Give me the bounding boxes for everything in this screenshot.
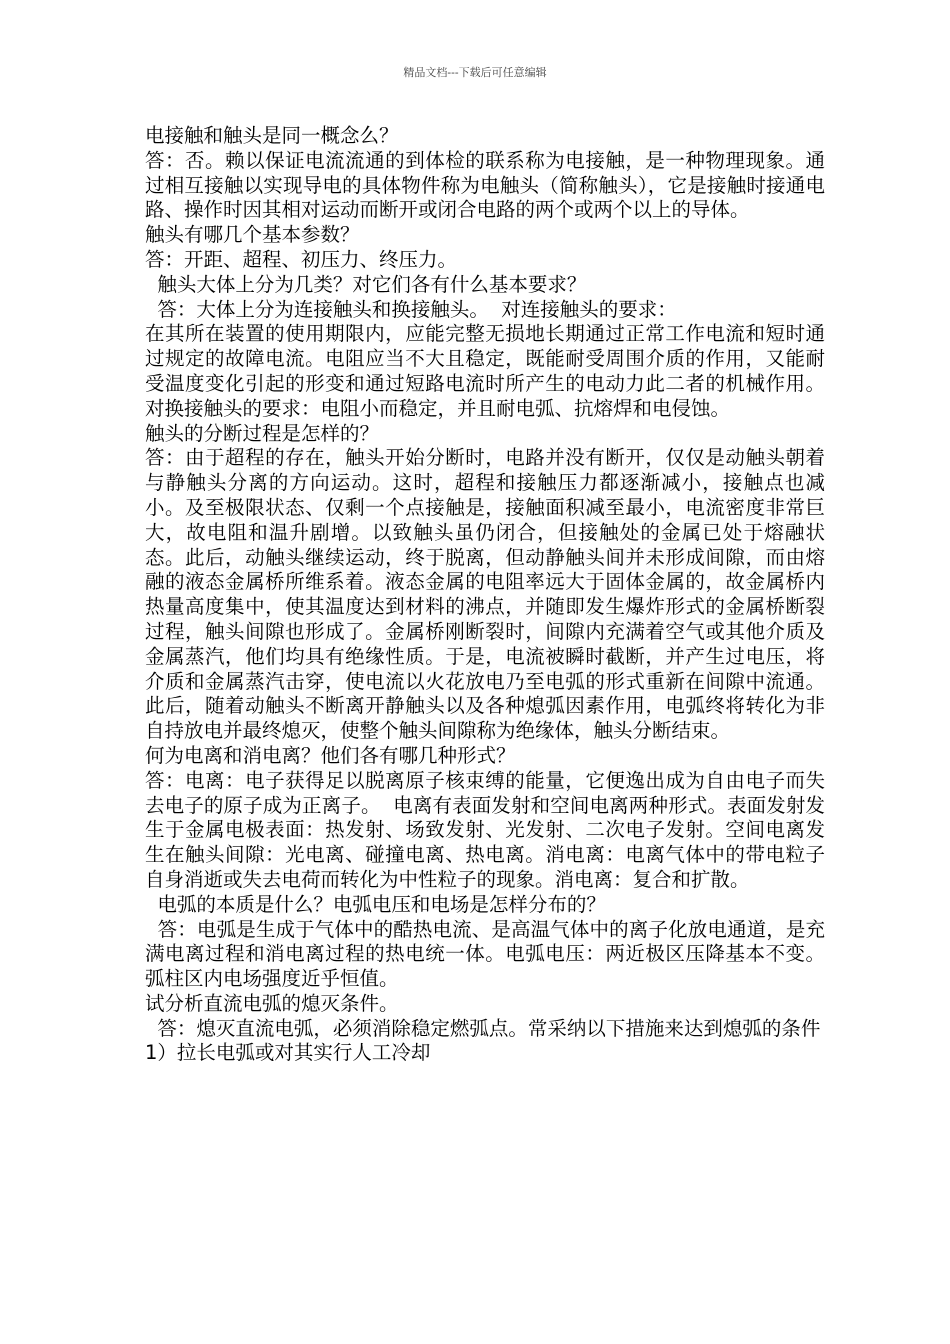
answer-contact: 答：否。赖以保证电流流通的到体检的联系称为电接触，是一种物理现象。通过相互接触以实现导电的具体物件称为电触头（简称触头），它是接触时接通电路、操作时因其相对运动而断开或闭合电路的两个或两个以上的导体。: [145, 148, 825, 222]
answer-parameters: 答：开距、超程、初压力、终压力。: [145, 247, 458, 271]
question-arc-nature: 电弧的本质是什么？电弧电压和电场是怎样分布的？: [145, 892, 606, 916]
question-categories: 触头大体上分为几类？对它们各有什么基本要求？: [145, 272, 587, 296]
answer-ionization: 答：电离：电子获得足以脱离原子核束缚的能量，它便逸出成为自由电子而失去电子的原子成为正离子。 电离有表面发射和空间电离两种形式。表面发射发生于金属电极表面：热发射、场致发射、光发射、二次电子发射。空间电离发生在触头间隙：光电离、碰撞电离、热电离。消电离：电离气体中的带电粒子自身消逝或失去电荷而转化为中性粒子的现象。消电离：复合和扩散。: [145, 768, 825, 891]
answer-categories: 答：大体上分为连接触头和换接触头。 对连接触头的要求：: [145, 297, 677, 321]
question-parameters: 触头有哪几个基本参数？: [145, 223, 360, 247]
question-ionization: 何为电离和消电离？他们各有哪几种形式？: [145, 743, 516, 767]
document-body: [145, 124, 825, 1066]
question-contact: 电接触和触头是同一概念么？: [145, 124, 399, 147]
answer-dc-arc: 答：熄灭直流电弧，必须消除稳定燃弧点。常采纳以下措施来达到熄弧的条件: [145, 1016, 821, 1040]
question-dc-arc: 试分析直流电弧的熄灭条件。: [145, 991, 399, 1015]
answer-categories-detail: 在其所在装置的使用期限内，应能完整无损地长期通过正常工作电流和短时通过规定的故障电流。电阻应当不大且稳定，既能耐受周围介质的作用，又能耐受温度变化引起的形变和通过短路电流时所产生的电动力此二者的机械作用。对换接触头的要求：电阻小而稳定，并且耐电弧、抗熔焊和电侵蚀。: [145, 322, 825, 420]
list-item-1: 1）拉长电弧或对其实行人工冷却: [145, 1041, 431, 1065]
answer-breaking: 答：由于超程的存在，触头开始分断时，电路并没有断开，仅仅是动触头朝着与静触头分离的方向运动。这时，超程和接触压力都逐渐减小，接触点也减小。及至极限状态、仅剩一个点接触是，接触面积减至最小，电流密度非常巨大，故电阻和温升剧增。以致触头虽仍闭合，但接触处的金属已处于熔融状态。此后，动触头继续运动，终于脱离，但动静触头间并未形成间隙，而由熔融的液态金属桥所维系着。液态金属的电阻率远大于固体金属的，故金属桥内热量高度集中，使其温度达到材料的沸点，并随即发生爆炸形式的金属桥断裂过程，触头间隙也形成了。金属桥刚断裂时，间隙内充满着空气或其他介质及金属蒸汽，他们均具有绝缘性质。于是，电流被瞬时截断，并产生过电压，将介质和金属蒸汽击穿，使电流以火花放电乃至电弧的形式重新在间隙中流通。此后，随着动触头不断离开静触头以及各种熄弧因素作用，电弧终将转化为非自持放电并最终熄灭，使整个触头间隙称为绝缘体，触头分断结束。: [145, 446, 825, 743]
page-header: 精品文档---下载后可任意编辑: [403, 66, 547, 79]
answer-arc-nature: 答：电弧是生成于气体中的酷热电流、是高温气体中的离子化放电通道，是充满电离过程和消电离过程的热电统一体。电弧电压：两近极区压降基本不变。弧柱区内电场强度近乎恒值。: [145, 917, 825, 991]
question-breaking: 触头的分断过程是怎样的？: [145, 421, 380, 445]
